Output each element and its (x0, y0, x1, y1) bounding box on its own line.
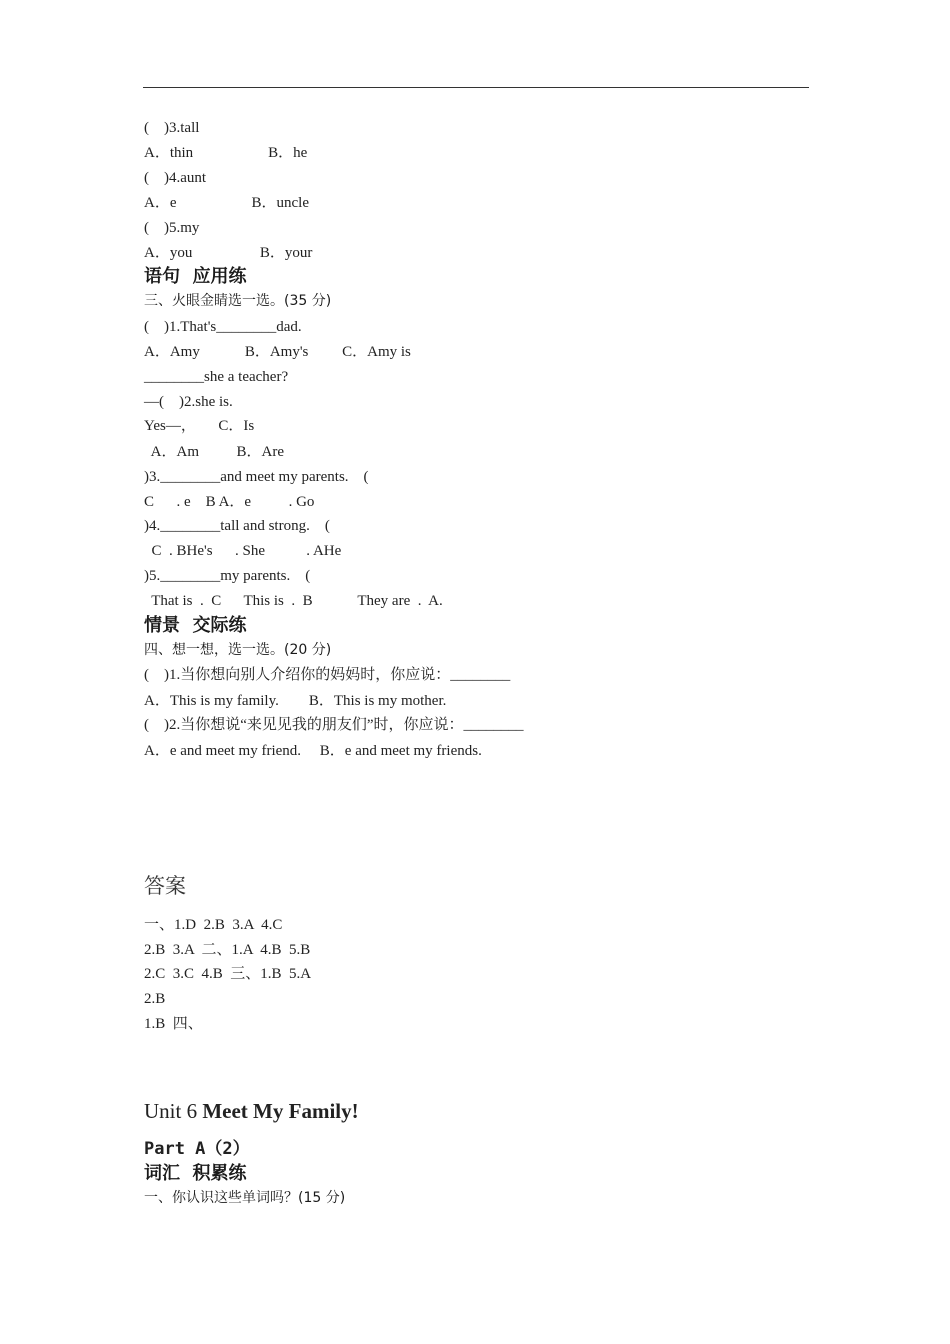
question-line: )4.________tall and strong. ( (144, 518, 330, 534)
options-line: C . e B A．e . Go (144, 494, 315, 510)
answer-line: 一、1.D 2.B 3.A 4.C (144, 917, 283, 933)
answer-line: 2.B (144, 991, 166, 1007)
section-3-title: 三、火眼金睛选一选。(35 分) (144, 293, 332, 309)
question-line: ( )1.That's________dad. (144, 319, 302, 335)
section-heading-sentence: 语句 应用练 (144, 266, 247, 287)
section-4-title: 四、想一想，选一选。(20 分) (144, 642, 332, 658)
answer-line: 2.B 3.A 二、1.A 4.B 5.B (144, 942, 311, 958)
options-line: A．This is my family. B．This is my mother. (144, 693, 447, 709)
options-line: A．e B．uncle (144, 195, 309, 211)
unit-prefix: Unit 6 (144, 1099, 203, 1123)
answer-line: 1.B 四、 (144, 1016, 203, 1032)
section-heading-situation: 情景 交际练 (144, 615, 247, 636)
unit-name: Meet My Family! (202, 1099, 359, 1123)
question-line: ( )1.当你想向别人介绍你的妈妈时，你应说：________ (144, 667, 511, 683)
options-line: Yes—， C．Is (144, 418, 255, 434)
unit-title (144, 1098, 359, 1124)
options-line: C . BHe's . She . AHe (144, 543, 342, 559)
section-heading-vocab: 词汇 积累练 (144, 1163, 247, 1184)
part-title: Part A（2） (144, 1139, 250, 1159)
options-line: A．Am B．Are (144, 444, 284, 460)
section-1-title: 一、你认识这些单词吗？(15 分) (144, 1190, 346, 1206)
options-line: That is . C This is . B They are . A. (144, 593, 443, 609)
header-rule (143, 87, 809, 88)
question-line: ( )3.tall (144, 120, 200, 136)
options-line: A．Amy B．Amy's C．Amy is (144, 344, 411, 360)
options-line: A．e and meet my friend. B．e and meet my friends. (144, 743, 482, 759)
options-line: A．thin B．he (144, 145, 308, 161)
question-line: )3.________and meet my parents. ( (144, 469, 369, 485)
options-line: A．you B．your (144, 245, 313, 261)
question-line: ( )2.当你想说“来见见我的朋友们”时，你应说：________ (144, 717, 524, 733)
question-line: ( )5.my (144, 220, 200, 236)
answers-title: 答案 (144, 874, 186, 898)
question-line: ( )4.aunt (144, 170, 207, 186)
question-line: )5.________my parents. ( (144, 568, 311, 584)
question-line: —( )2.she is. (144, 394, 233, 410)
question-line: ________she a teacher? (144, 369, 289, 385)
answer-line: 2.C 3.C 4.B 三、1.B 5.A (144, 966, 312, 982)
